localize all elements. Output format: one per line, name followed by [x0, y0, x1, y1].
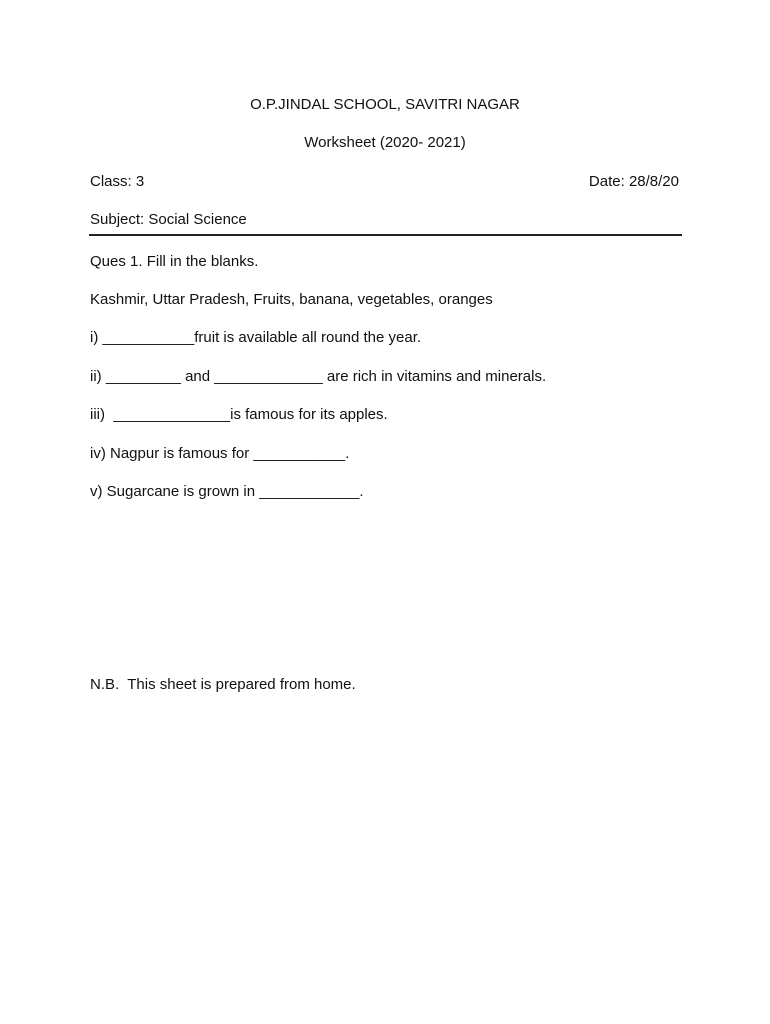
- question-title: Ques 1. Fill in the blanks.: [90, 253, 259, 270]
- date-label: Date: 28/8/20: [588, 173, 679, 190]
- header-divider: [89, 234, 682, 236]
- class-label: Class: 3: [90, 173, 145, 190]
- footnote: N.B. This sheet is prepared from home.: [90, 676, 356, 693]
- subject-label: Subject: Social Science: [90, 211, 247, 228]
- question-item-2: ii) _________ and _____________ are rich in vitamins and minerals.: [90, 368, 547, 385]
- worksheet-title: Worksheet (2020- 2021): [304, 134, 466, 151]
- question-item-1: i) ___________fruit is available all round the year.: [90, 329, 422, 346]
- question-item-3: iii) ______________is famous for its apples.: [90, 406, 388, 423]
- word-bank: Kashmir, Uttar Pradesh, Fruits, banana, vegetables, oranges: [90, 291, 493, 308]
- question-item-5: v) Sugarcane is grown in ____________.: [90, 483, 364, 500]
- question-item-4: iv) Nagpur is famous for ___________.: [90, 445, 350, 462]
- school-name: O.P.JINDAL SCHOOL, SAVITRI NAGAR: [250, 96, 520, 113]
